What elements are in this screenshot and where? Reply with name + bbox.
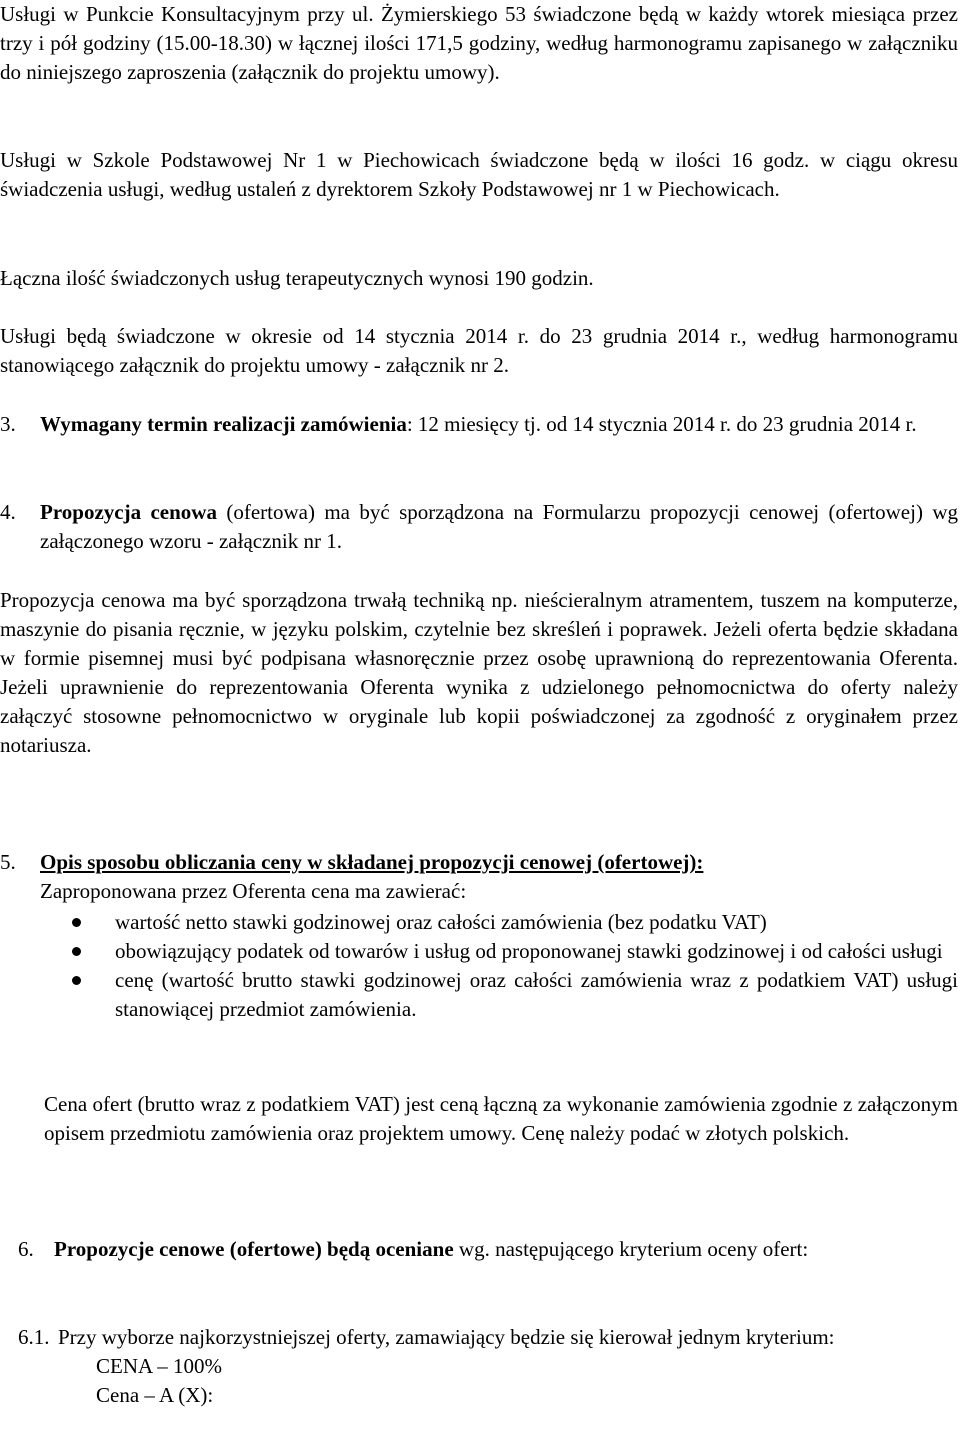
- section-4-body: [40, 498, 958, 556]
- bullet-icon: [72, 947, 81, 956]
- list-item: wartość netto stawki godzinowej oraz całości zamówienia (bez podatku VAT): [0, 908, 958, 937]
- section-4-text: (ofertowa) ma być sporządzona na Formularzu propozycji cenowej (ofertowej) wg załączonego wzoru - załącznik nr 1.: [40, 500, 958, 553]
- section-6-title: Propozycje cenowe (ofertowe) będą oceniane: [54, 1237, 454, 1261]
- section-5-number: 5.: [0, 850, 16, 874]
- bullet-icon: [72, 976, 81, 985]
- price-components-list: [0, 908, 958, 1024]
- criterion-line-2: Cena – A (X):: [96, 1383, 214, 1407]
- section-5: [0, 848, 958, 906]
- section-4-title: Propozycja cenowa: [40, 500, 217, 524]
- bullet-icon: [72, 918, 81, 927]
- paragraph-offer-form: Propozycja cenowa ma być sporządzona trwałą techniką np. nieścieralnym atramentem, tuszem na komputerze, maszynie do pisania ręcznie, w języku polskim, czytelnie bez skreśleń i poprawek. Jeżeli oferta będzie składana w formie pisemnej musi być podpisana własnoręcznie przez osobę uprawnioną do reprezentowania Oferenta. Jeżeli uprawnienie do reprezentowania Oferenta wynika z udzielonego pełnomocnictwa do oferty należy załączyć stosowne pełnomocnictwo w oryginale lub kopii poświadczonej za zgodność z oryginałem przez notariusza.: [0, 588, 958, 757]
- section-4-number: 4.: [0, 500, 16, 524]
- section-6-1-text: Przy wyborze najkorzystniejszej oferty, zamawiający będzie się kierował jednym kryterium:: [58, 1325, 835, 1349]
- section-5-intro: Zaproponowana przez Oferenta cena ma zawierać:: [40, 879, 467, 903]
- criterion-line-1: CENA – 100%: [96, 1354, 222, 1378]
- list-item: cenę (wartość brutto stawki godzinowej oraz całości zamówienia wraz z podatkiem VAT) usługi stanowiącej przedmiot zamówienia.: [0, 966, 958, 1024]
- section-6: [18, 1235, 958, 1264]
- section-3-number: 3.: [0, 412, 16, 436]
- section-3-text: : 12 miesięcy tj. od 14 stycznia 2014 r. do 23 grudnia 2014 r.: [406, 412, 917, 436]
- section-3-body: [40, 410, 958, 439]
- paragraph-service-period: Usługi będą świadczone w okresie od 14 stycznia 2014 r. do 23 grudnia 2014 r., według harmonogramu stanowiącego załącznik do projektu umowy - załącznik nr 2.: [0, 324, 958, 377]
- paragraph-primary-school: Usługi w Szkole Podstawowej Nr 1 w Piechowicach świadczone będą w ilości 16 godz. w ciągu okresu świadczenia usługi, według ustaleń z dyrektorem Szkoły Podstawowej nr 1 w Piechowicach.: [0, 148, 958, 201]
- section-3-title: Wymagany termin realizacji zamówienia: [40, 412, 407, 436]
- section-6-number: 6.: [18, 1237, 34, 1261]
- section-4: [0, 498, 958, 556]
- section-6-1: [18, 1323, 958, 1410]
- section-5-title: Opis sposobu obliczania ceny w składanej propozycji cenowej (ofertowej):: [40, 850, 704, 874]
- paragraph-price-note: Cena ofert (brutto wraz z podatkiem VAT) jest ceną łączną za wykonanie zamówienia zgodnie z załączonym opisem przedmiotu zamówienia oraz projektem umowy. Cenę należy podać w złotych polskich.: [44, 1092, 958, 1145]
- section-6-text: wg. następującego kryterium oceny ofert:: [453, 1237, 809, 1261]
- section-6-1-number: 6.1.: [18, 1325, 50, 1349]
- paragraph-total-hours: Łączna ilość świadczonych usług terapeutycznych wynosi 190 godzin.: [0, 266, 594, 290]
- list-item: obowiązujący podatek od towarów i usług od proponowanej stawki godzinowej i od całości usługi: [0, 937, 958, 966]
- section-6-body: [54, 1235, 958, 1264]
- paragraph-consultation-point: Usługi w Punkcie Konsultacyjnym przy ul. Żymierskiego 53 świadczone będą w każdy wtorek miesiąca przez trzy i pół godziny (15.00-18.30) w łącznej ilości 171,5 godziny, według harmonogramu zapisanego w załączniku do niniejszego zaproszenia (załącznik do projektu umowy).: [0, 2, 958, 84]
- section-3: [0, 410, 958, 439]
